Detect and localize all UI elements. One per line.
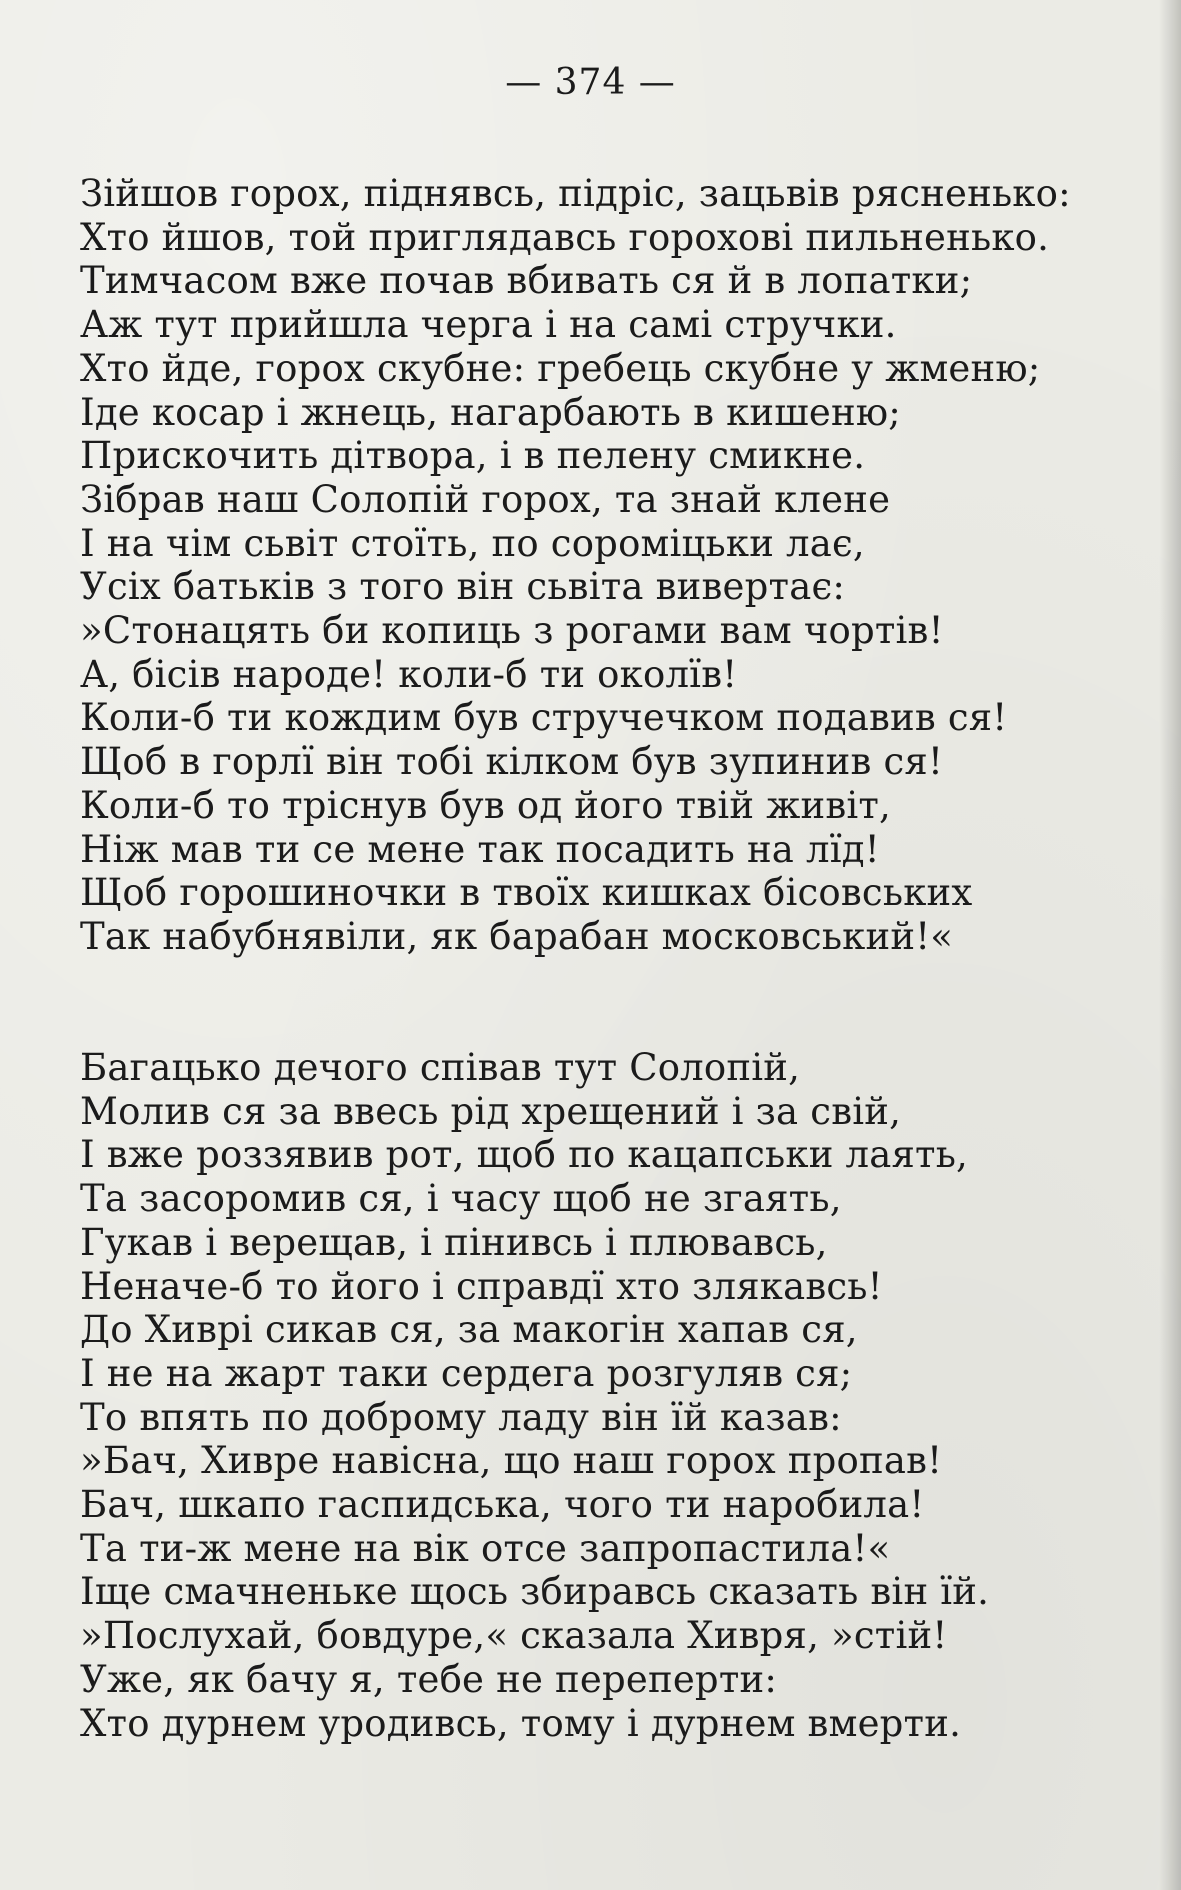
verse-line: Хто йшов, той приглядавсь горохові пильненько.	[80, 215, 1050, 259]
verse-line: Зійшов горох, піднявсь, підріс, зацьвів рясненько:	[80, 172, 1071, 215]
verse-line: Іде косар і жнець, нагарбають в кишеню;	[80, 390, 901, 434]
verse-line: Коли-б то тріснув був од його твій живіт,	[80, 783, 892, 827]
verse-line: Гукав і верещав, і пінивсь і плювавсь,	[80, 1220, 828, 1264]
verse-line: Коли-б ти кождим був стручечком подавив ся!	[80, 696, 1008, 740]
verse-line: Так набубнявіли, як барабан московський!«	[80, 914, 954, 958]
verse-line: До Хиврі сикав ся, за макогін хапав ся,	[80, 1308, 858, 1352]
verse-line: Щоб горошиночки в твоїх кишках бісовських	[80, 871, 973, 915]
verse-line: Багацько дечого співав тут Солопій,	[80, 1046, 801, 1089]
verse-line: Бач, шкапо гаспидська, чого ти наробила!	[80, 1483, 925, 1527]
verse-line: Ніж мав ти се мене так посадить на лїд!	[80, 827, 880, 871]
verse-line: То впять по доброму ладу він їй казав:	[80, 1395, 842, 1439]
page-edge-shadow	[1159, 0, 1181, 1890]
verse-line: Прискочить дітвора, і в пелену смикне.	[80, 434, 866, 478]
verse-line: Хто дурнем уродивсь, тому і дурнем вмерти.	[80, 1701, 962, 1745]
verse-line: »Послухай, бовдуре,« сказала Хивря, »стій!	[80, 1614, 948, 1658]
stanza-2	[80, 1046, 1120, 1745]
page-number: — 374 —	[505, 62, 676, 103]
verse-line: Та ти-ж мене на вік отсе запропастила!«	[80, 1526, 891, 1570]
stanza-1	[80, 172, 1120, 959]
verse-line: І не на жарт таки сердега розгуляв ся;	[80, 1351, 853, 1395]
verse-line: І на чім сьвіт стоїть, по сороміцьки лає,	[80, 521, 865, 565]
verse-line: Аж тут прийшла черга і на самі стручки.	[80, 303, 897, 347]
verse-line: Молив ся за ввесь рід хрещений і за свій,	[80, 1089, 902, 1133]
verse-line: »Бач, Хивре навісна, що наш горох пропав!	[80, 1439, 943, 1483]
verse-line: А, бісів народе! коли-б ти околїв!	[80, 652, 738, 696]
verse-line: Тимчасом вже почав вбивать ся й в лопатки;	[80, 259, 973, 303]
verse-line: Неначе-б то його і справдї хто злякавсь!	[80, 1264, 883, 1308]
verse-line: І вже роззявив рот, щоб по кацапськи лаять,	[80, 1133, 969, 1177]
verse-line: Зібрав наш Солопій горох, та знай клене	[80, 477, 891, 521]
verse-line: Та засоромив ся, і часу щоб не згаять,	[80, 1177, 842, 1221]
verse-line: Щоб в горлї він тобі кілком був зупинив ся!	[80, 740, 944, 784]
verse-line: Усіх батьків з того він сьвіта вивертає:	[80, 565, 846, 609]
verse-line: Уже, як бачу я, тебе не переперти:	[80, 1657, 778, 1701]
verse-line: Іще смачненьке щось збиравсь сказать він їй.	[80, 1570, 990, 1614]
verse-line: »Стонацять би копиць з рогами вам чортів!	[80, 609, 944, 653]
verse-line: Хто йде, горох скубне: гребець скубне у жменю;	[80, 346, 1041, 390]
